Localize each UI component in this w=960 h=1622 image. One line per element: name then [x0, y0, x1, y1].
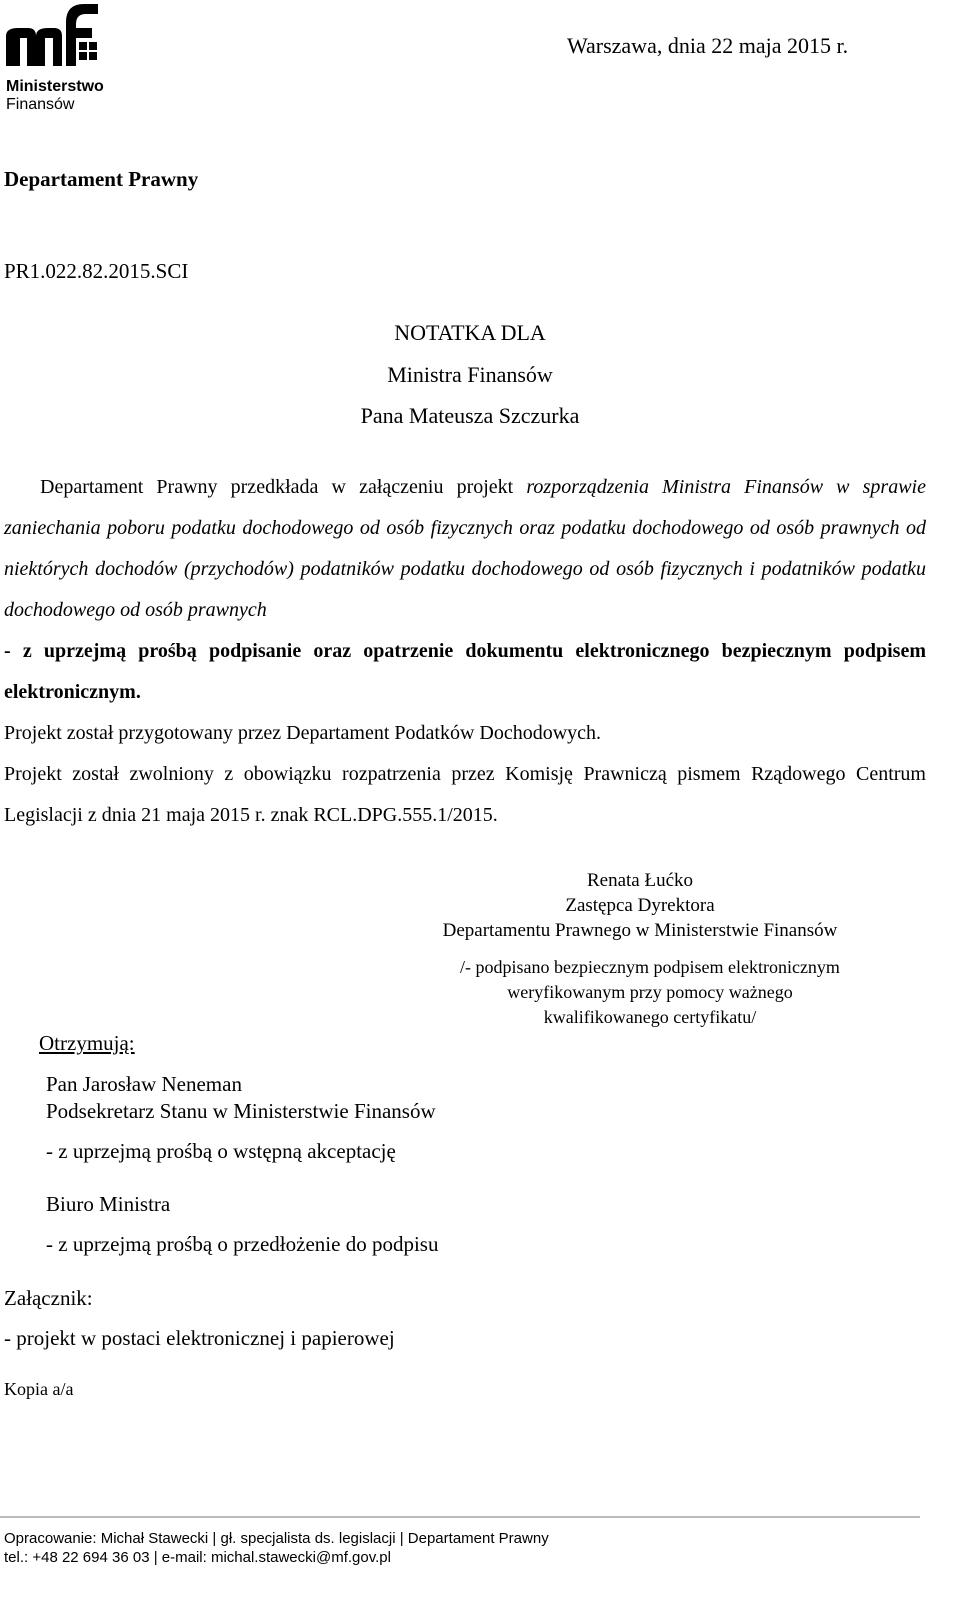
note-addressee: Ministra Finansów	[387, 362, 553, 387]
footer-author: Opracowanie: Michał Stawecki | gł. specjalista ds. legislacji | Departament Prawny	[4, 1530, 549, 1547]
body-paragraph-3: Projekt został przygotowany przez Departament Podatków Dochodowych.	[4, 722, 602, 744]
recipient-1-name: Pan Jarosław Neneman	[46, 1072, 242, 1096]
copy-note: Kopia a/a	[4, 1379, 74, 1399]
body-paragraph-1	[4, 467, 926, 631]
ministry-logo	[6, 0, 136, 116]
document-body	[4, 467, 926, 836]
footer-contact: tel.: +48 22 694 36 03 | e-mail: michal.stawecki@mf.gov.pl	[4, 1549, 391, 1566]
logo-text-finance: Finansów	[6, 96, 75, 113]
signatory-position: Zastępca Dyrektora	[565, 895, 715, 916]
note-title: NOTATKA DLA	[394, 320, 546, 345]
signature-note-2: weryfikowanym przy pomocy ważnego	[507, 982, 793, 1002]
signatory-unit: Departamentu Prawnego w Ministerstwie Finansów	[442, 920, 838, 941]
recipient-2-name: Biuro Ministra	[46, 1192, 171, 1216]
signatory-name: Renata Łućko	[586, 870, 694, 891]
signature-note-3: kwalifikowanego certyfikatu/	[543, 1007, 757, 1027]
document-date: Warszawa, dnia 22 maja 2015 r.	[567, 33, 849, 58]
footer-divider	[0, 1516, 920, 1518]
recipients-heading: Otrzymują:	[39, 1031, 135, 1055]
attachment-item: - projekt w postaci elektronicznej i papierowej	[4, 1326, 395, 1350]
recipient-1-position: Podsekretarz Stanu w Ministerstwie Finansów	[46, 1099, 436, 1123]
logo-text-ministry: Ministerstwo	[6, 78, 104, 95]
body-lead-text: Departament Prawny przedkłada w załączeniu projekt	[40, 476, 527, 498]
signature-note-1: /- podpisano bezpiecznym podpisem elektronicznym	[460, 957, 840, 977]
attachment-heading: Załącznik:	[4, 1286, 93, 1310]
body-paragraph-4: Projekt został zwolniony z obowiązku rozpatrzenia przez Komisję Prawniczą pismem Rządowego Centrum Legislacji z dnia 21 maja 2015 r. znak RCL.DPG.555.1/2015.	[4, 763, 926, 826]
recipient-1-request: - z uprzejmą prośbą o wstępną akceptację	[46, 1139, 396, 1163]
mf-logo-icon	[6, 0, 106, 72]
note-addressee-name: Pana Mateusza Szczurka	[360, 403, 580, 428]
regulation-title: rozporządzenia Ministra Finansów w sprawie zaniechania poboru podatku dochodowego od osób fizycznych oraz podatku dochodowego od osób prawnych od niektórych dochodów (przychodów) podatników podatku dochodowego od osób fizycznych i podatników podatku dochodowego od osób prawnych	[4, 476, 926, 621]
reference-number: PR1.022.82.2015.SCI	[4, 259, 189, 283]
body-request: - z uprzejmą prośbą podpisanie oraz opatrzenie dokumentu elektronicznego bezpiecznym podpisem elektronicznym.	[4, 640, 926, 703]
recipient-2-request: - z uprzejmą prośbą o przedłożenie do podpisu	[46, 1232, 439, 1256]
department-name: Departament Prawny	[4, 167, 199, 191]
